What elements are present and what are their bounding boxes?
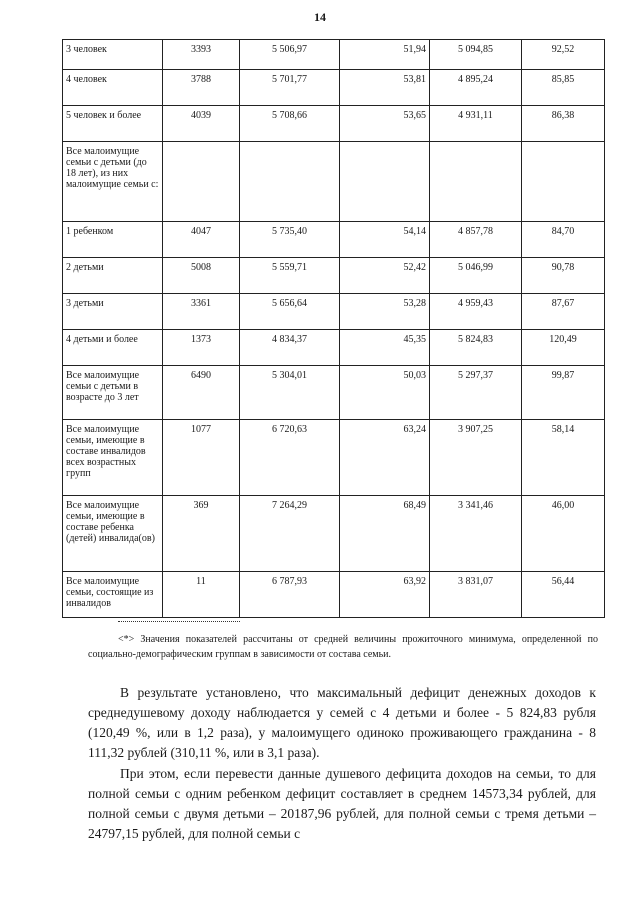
table-row [63,294,605,330]
table-cell: 3788 [163,70,240,106]
row-label: 4 человек [63,70,163,106]
table-cell: 4 931,11 [430,106,522,142]
table-row [63,496,605,572]
table-cell: 5 701,77 [240,70,340,106]
table-cell [430,142,522,222]
table-row [63,40,605,70]
table-cell: 87,67 [522,294,605,330]
table-cell: 45,35 [340,330,430,366]
footnote-text: <*> Значения показателей рассчитаны от средней величины прожиточного минимума, определенной по социально-демографическим группам в зависимости от состава семьи. [88,634,598,660]
table-cell: 5 708,66 [240,106,340,142]
table-cell: 5 094,85 [430,40,522,70]
paragraph-text: При этом, если перевести данные душевого дефицита доходов на семьи, то для полной семьи с одним ребенком дефицит составляет в среднем 14573,34 рублей, для полной семьи с двумя детьми – 20187,96 рублей, для полной семьи с тремя детьми – 24797,15 рублей, для полной семьи с [88,766,596,841]
row-label: 1 ребенком [63,222,163,258]
table-cell [340,142,430,222]
table-cell: 92,52 [522,40,605,70]
table-cell: 5 559,71 [240,258,340,294]
table-row [63,258,605,294]
table-cell: 4047 [163,222,240,258]
table-cell: 4 959,43 [430,294,522,330]
row-label: Все малоимущие семьи, имеющие в составе инвалидов всех возрастных групп [63,420,163,496]
row-label: 3 детьми [63,294,163,330]
table-cell: 11 [163,572,240,618]
table-cell: 4 834,37 [240,330,340,366]
table-cell: 63,92 [340,572,430,618]
table-row [63,70,605,106]
row-label: 2 детьми [63,258,163,294]
table-cell: 99,87 [522,366,605,420]
table-cell: 68,49 [340,496,430,572]
row-label: Все малоимущие семьи, имеющие в составе ребенка (детей) инвалида(ов) [63,496,163,572]
table-row [63,330,605,366]
table-cell: 5008 [163,258,240,294]
table-cell: 6 787,93 [240,572,340,618]
table-cell: 5 656,64 [240,294,340,330]
table-cell: 53,81 [340,70,430,106]
page-number: 14 [314,10,326,24]
table-cell: 369 [163,496,240,572]
table-row [63,222,605,258]
row-label: Все малоимущие семьи с детьми в возрасте до 3 лет [63,366,163,420]
table-cell: 3 341,46 [430,496,522,572]
table-row [63,106,605,142]
table-cell: 52,42 [340,258,430,294]
row-label: 4 детьми и более [63,330,163,366]
body-paragraph [88,764,596,844]
table-row [63,142,605,222]
row-label: Все малоимущие семьи, состоящие из инвалидов [63,572,163,618]
table-cell: 1373 [163,330,240,366]
table-cell: 3393 [163,40,240,70]
table-row [63,572,605,618]
table-cell: 50,03 [340,366,430,420]
table-cell [522,142,605,222]
table-row [63,366,605,420]
table-cell [240,142,340,222]
body-paragraph [88,683,596,763]
table-cell: 56,44 [522,572,605,618]
table-cell: 5 735,40 [240,222,340,258]
table-cell: 86,38 [522,106,605,142]
table-cell: 51,94 [340,40,430,70]
table-cell: 4039 [163,106,240,142]
table-cell: 54,14 [340,222,430,258]
table-cell: 5 046,99 [430,258,522,294]
table-cell: 4 857,78 [430,222,522,258]
table-cell: 3 907,25 [430,420,522,496]
table-cell: 84,70 [522,222,605,258]
footnote-separator [118,621,240,622]
row-label: 5 человек и более [63,106,163,142]
footnote [88,632,598,662]
table-cell: 1077 [163,420,240,496]
table-cell: 4 895,24 [430,70,522,106]
table-cell: 7 264,29 [240,496,340,572]
statistics-table [62,39,605,618]
table-cell: 5 304,01 [240,366,340,420]
table-cell: 3 831,07 [430,572,522,618]
table-cell: 53,65 [340,106,430,142]
table-cell: 6490 [163,366,240,420]
table-cell: 90,78 [522,258,605,294]
row-label: Все малоимущие семьи с детьми (до 18 лет), из них малоимущие семьи с: [63,142,163,222]
table-cell: 63,24 [340,420,430,496]
table-cell: 53,28 [340,294,430,330]
table-cell: 120,49 [522,330,605,366]
table-cell: 5 297,37 [430,366,522,420]
paragraph-text: В результате установлено, что максимальный дефицит денежных доходов к среднедушевому доходу наблюдается у семей с 4 детьми и более - 5 824,83 рубля (120,49 %, или в 1,2 раза), у малоимущего одиноко проживающего гражданина - 8 111,32 рублей (310,11 %, или в 3,1 раза). [88,685,596,760]
table-cell: 58,14 [522,420,605,496]
table-cell: 85,85 [522,70,605,106]
table-cell [163,142,240,222]
row-label: 3 человек [63,40,163,70]
table-cell: 3361 [163,294,240,330]
table-cell: 46,00 [522,496,605,572]
table-cell: 5 506,97 [240,40,340,70]
table-cell: 6 720,63 [240,420,340,496]
table-row [63,420,605,496]
table-cell: 5 824,83 [430,330,522,366]
